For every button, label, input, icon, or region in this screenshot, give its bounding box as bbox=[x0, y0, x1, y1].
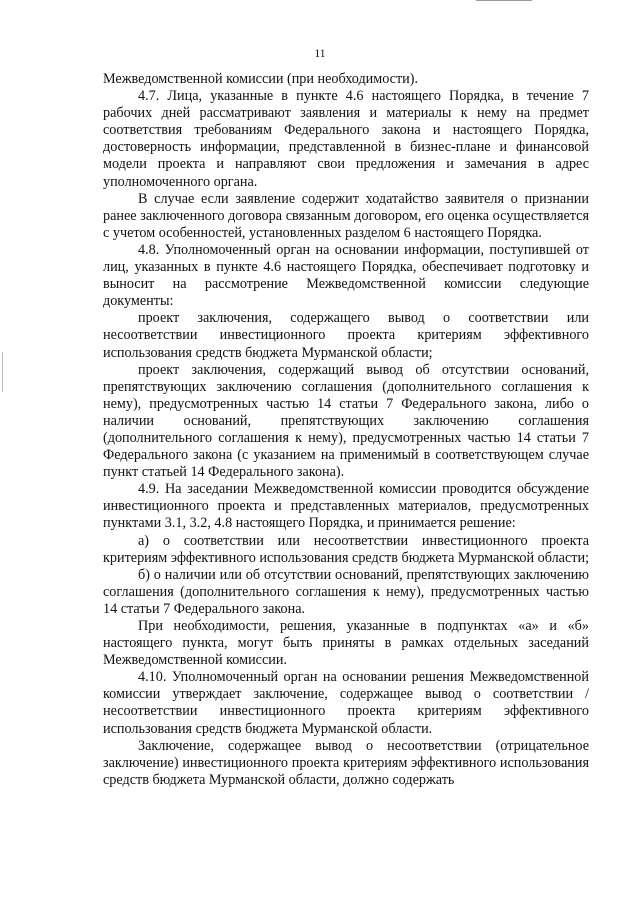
paragraph-4-9-b: б) о наличии или об отсутствии оснований, препятствующих заключению соглашения (дополнительного соглашения к нему), предусмотренных частью 14 статьи 7 Федерального закона. bbox=[103, 566, 589, 617]
paragraph-linked-contract: В случае если заявление содержит ходатайство заявителя о признании ранее заключенного договора связанным договором, его оценка осуществляется с учетом особенностей, установленных разделом 6 настоящего Порядка. bbox=[103, 190, 589, 241]
paragraph-draft-conclusion-grounds: проект заключения, содержащий вывод об отсутствии оснований, препятствующих заключению соглашения (дополнительного соглашения к нему), предусмотренных частью 14 статьи 7 Федерального закона, либо о наличии оснований, препятствующих заключению соглашения (дополнительного соглашения к нему), предусмотренных частью 14 статьи 7 Федерального закона (с указанием на применимый в соответствующем случае пункт статьей 14 Федерального закона). bbox=[103, 361, 589, 481]
paragraph-4-9-a: а) о соответствии или несоответствии инвестиционного проекта критериям эффективного использования средств бюджета Мурманской области; bbox=[103, 532, 590, 566]
paragraph-draft-conclusion-criteria: проект заключения, содержащего вывод о соответствии или несоответствии инвестиционного проекта критериям эффективного использования средств бюджета Мурманской области; bbox=[103, 310, 589, 361]
page-number: 11 bbox=[314, 48, 326, 60]
paragraph-4-9: 4.9. На заседании Межведомственной комиссии проводится обсуждение инвестиционного проекта и представленных материалов, предусмотренных пунктами 3.1, 3.2, 4.8 настоящего Порядка, и принимается решение: bbox=[103, 481, 589, 532]
document-body bbox=[103, 71, 589, 789]
paragraph-separate-meetings: При необходимости, решения, указанные в подпунктах «а» и «б» настоящего пункта, могут быть приняты в рамках отдельных заседаний Межведомственной комиссии. bbox=[103, 618, 589, 669]
paragraph-negative-conclusion: Заключение, содержащее вывод о несоответствии (отрицательное заключение) инвестиционного проекта критериям эффективного использования средств бюджета Мурманской области, должно содержать bbox=[103, 737, 589, 788]
paragraph-4-10: 4.10. Уполномоченный орган на основании решения Межведомственной комиссии утверждает заключение, содержащее вывод о соответствии / несоответствии инвестиционного проекта критериям эффективного использования средств бюджета Мурманской области. bbox=[103, 669, 589, 737]
paragraph-4-7: 4.7. Лица, указанные в пункте 4.6 настоящего Порядка, в течение 7 рабочих дней рассматривают заявления и материалы к нему на предмет соответствия требованиям Федерального закона и настоящего Порядка, достоверность информации, представленной в бизнес-плане и финансовой модели проекта и направляют свои предложения и замечания в адрес уполномоченного органа. bbox=[103, 88, 589, 190]
left-edge-mark bbox=[2, 352, 3, 392]
top-edge-mark bbox=[476, 0, 532, 1]
paragraph-continuation: Межведомственной комиссии (при необходимости). bbox=[103, 71, 419, 87]
paragraph-4-8: 4.8. Уполномоченный орган на основании информации, поступившей от лиц, указанных в пункте 4.6 настоящего Порядка, обеспечивает подготовку и выносит на рассмотрение Межведомственной комиссии следующие документы: bbox=[103, 241, 589, 310]
